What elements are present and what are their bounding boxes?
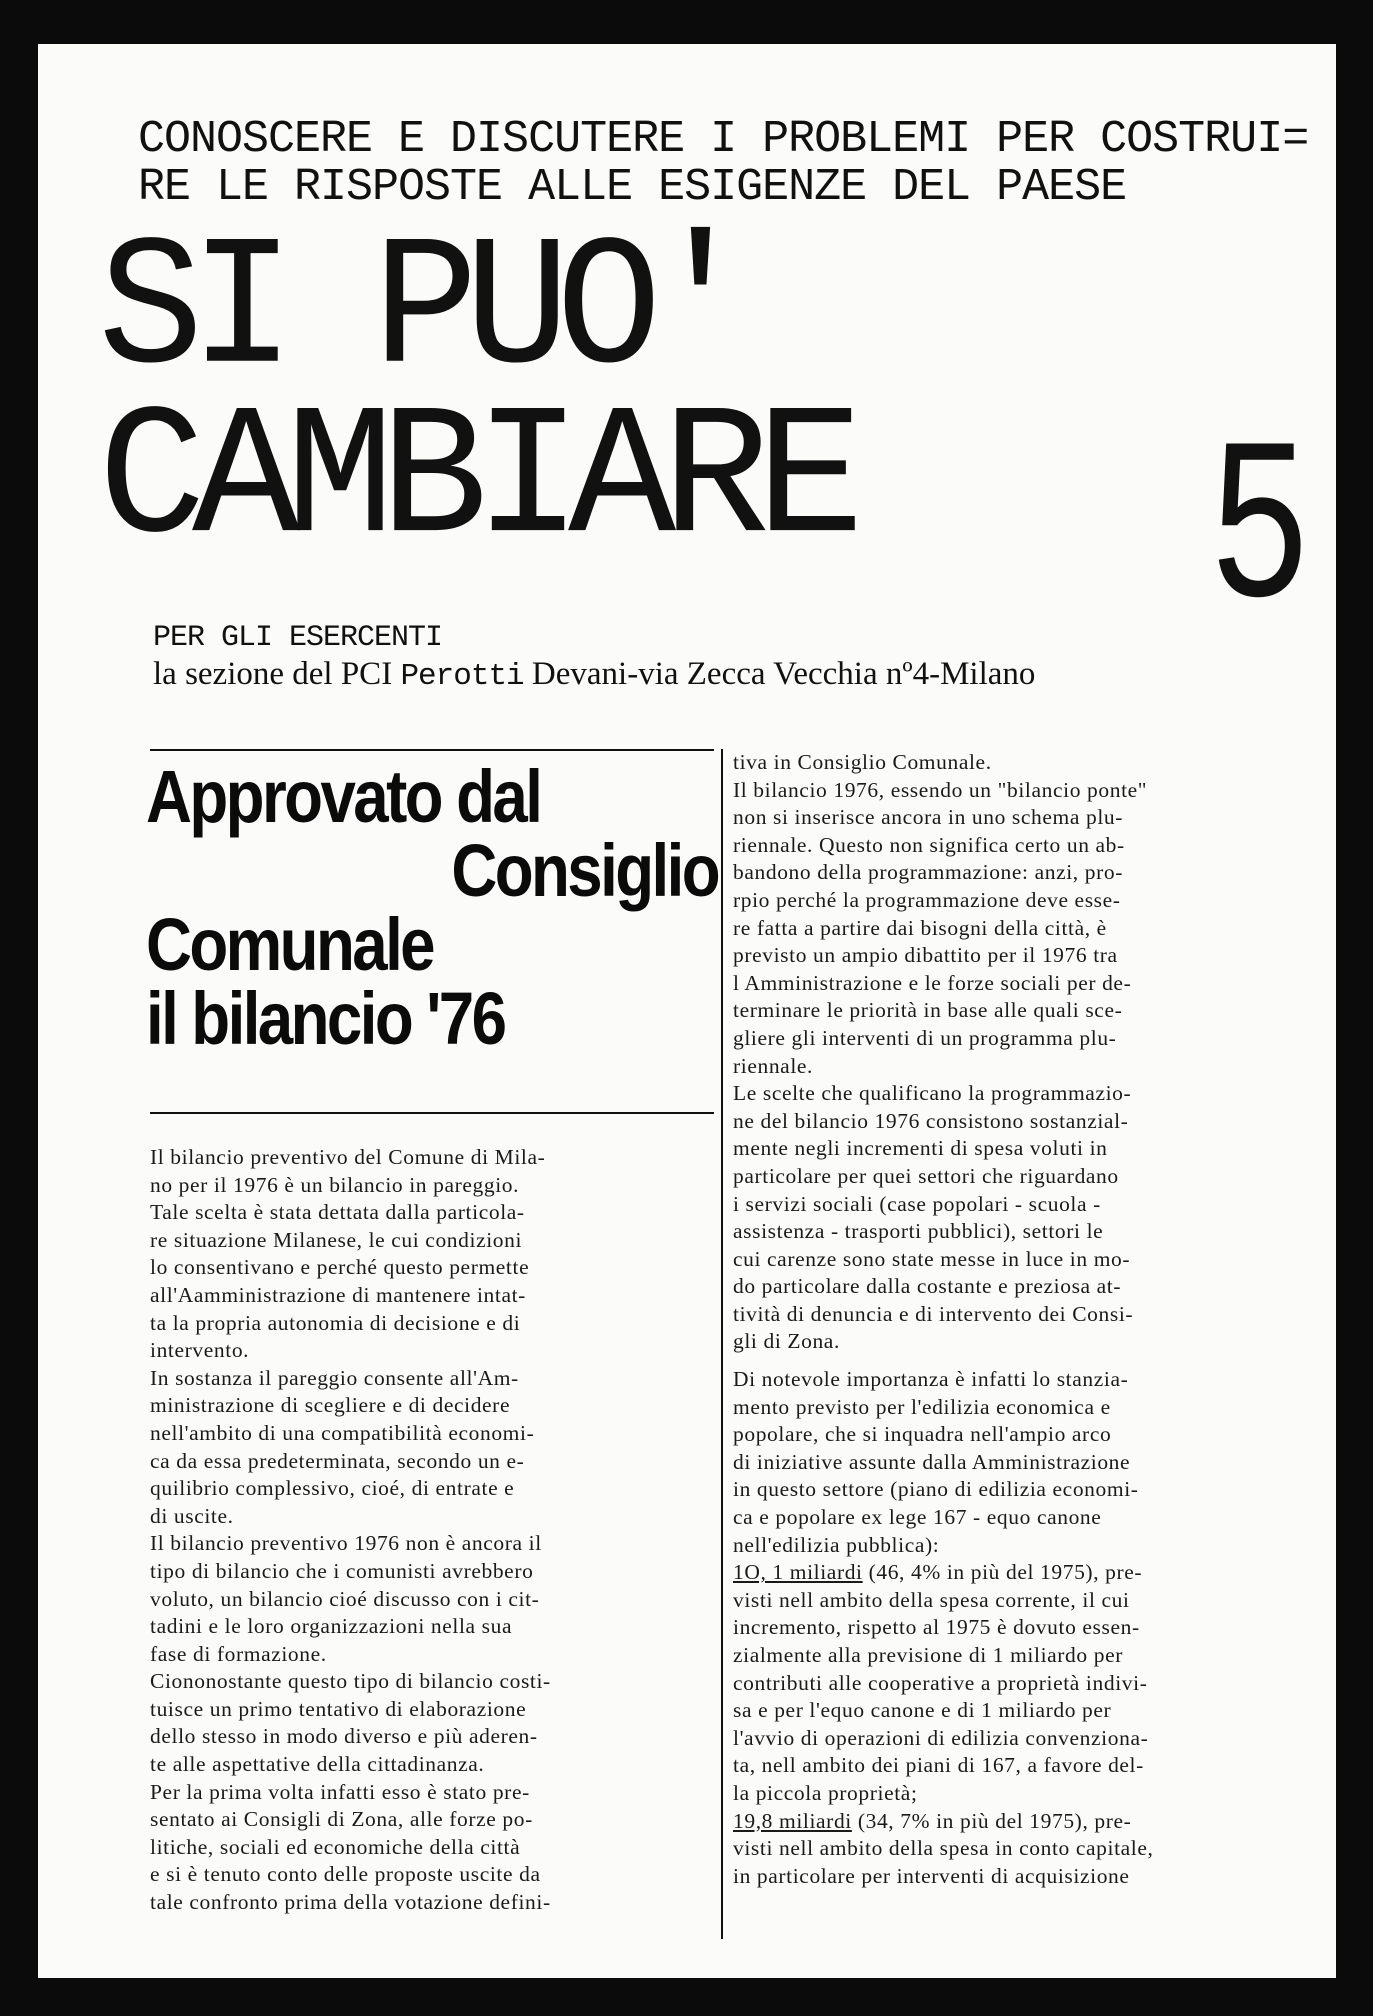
column-divider	[721, 749, 723, 1939]
amount-highlight: 19,8 miliardi	[733, 1808, 852, 1833]
header-line-2: RE LE RISPOSTE ALLE ESIGENZE DEL PAESE	[138, 162, 1127, 213]
text-line: zialmente alla previsione di 1 miliardo per	[733, 1643, 1123, 1667]
masthead-title-line-1: SI PUO'	[98, 206, 740, 417]
article-column-left	[150, 1144, 710, 1917]
text-line: quilibrio complessivo, cioé, di entrate e	[150, 1476, 515, 1501]
newsletter-page	[38, 44, 1336, 1978]
text-line: tività di denuncia e di intervento dei Consi-	[733, 1301, 1134, 1326]
text-line: bandono della programmazione: anzi, pro-	[733, 860, 1123, 885]
headline-line: il bilancio '76	[146, 977, 505, 1060]
text-line: no per il 1976 è un bilancio in pareggio.	[150, 1172, 520, 1197]
text-line: particolare per quei settori che riguardano	[733, 1163, 1119, 1188]
headline-bottom-rule	[150, 1112, 714, 1114]
text-line: previsto un ampio dibattito per il 1976 tra	[733, 943, 1118, 968]
text-line: rpio perché la programmazione deve esse-	[733, 887, 1121, 912]
text-line: do particolare dalla costante e preziosa at-	[733, 1274, 1122, 1299]
header-line-1: CONOSCERE E DISCUTERE I PROBLEMI PER COSTRUI=	[138, 114, 1309, 165]
publisher-name: Perotti	[400, 659, 524, 694]
text-line: non si inserisce ancora in uno schema plu-	[733, 805, 1123, 830]
text-line: re fatta a partire dai bisogni della città, è	[733, 915, 1107, 940]
text-line: mente negli incrementi di spesa voluti in	[733, 1136, 1108, 1161]
text-line: tadini e le loro organizzazioni nella sua	[150, 1614, 513, 1639]
text-line: assistenza - trasporti pubblici), settori le	[733, 1219, 1104, 1244]
text-line: in particolare per interventi di acquisizione	[733, 1863, 1130, 1888]
text-line: Il bilancio preventivo del Comune di Mila-	[150, 1145, 546, 1169]
headline-line: Approvato dal	[146, 755, 541, 838]
text-line: tuisce un primo tentativo di elaborazione	[150, 1696, 527, 1721]
right-column-block	[733, 1366, 1295, 1559]
text-line: Tale scelta è stata dettata dalla particola-	[150, 1200, 525, 1225]
text-line: sa e per l'equo canone e di 1 miliardo per	[733, 1698, 1112, 1723]
text-line: fase di formazione.	[150, 1641, 327, 1666]
headline-line: Consiglio	[451, 829, 718, 912]
text-line: ta la propria autonomia di decisione e di	[150, 1310, 521, 1335]
right-column-block	[733, 749, 1295, 1356]
text-line: mento previsto per l'edilizia economica e	[733, 1394, 1111, 1419]
amount-text: (34, 7% in più del 1975), pre-	[851, 1808, 1132, 1833]
amount-highlight: 1O, 1 miliardi	[733, 1560, 863, 1585]
headline-top-rule	[150, 749, 714, 751]
text-line: ministrazione di scegliere e di decidere	[150, 1393, 511, 1418]
text-line: in questo settore (piano di edilizia economi-	[733, 1477, 1139, 1502]
text-line: ca e popolare ex lege 167 - equo canone	[733, 1505, 1102, 1530]
text-line: tiva in Consiglio Comunale.	[733, 750, 992, 774]
article-column-right	[733, 749, 1295, 1890]
right-column-block	[733, 1587, 1295, 1808]
text-line: gli di Zona.	[733, 1329, 840, 1354]
text-line: gliere gli interventi di un programma plu-	[733, 1025, 1117, 1050]
text-line: visti nell ambito della spesa corrente, il cui	[733, 1587, 1130, 1612]
text-line: intervento.	[150, 1338, 250, 1363]
text-line: l Amministrazione e le forze sociali per de-	[733, 970, 1132, 995]
text-line: la piccola proprietà;	[733, 1780, 918, 1805]
text-line: Il bilancio preventivo 1976 non è ancora il	[150, 1531, 542, 1556]
text-line: In sostanza il pareggio consente all'Am-	[150, 1365, 519, 1390]
text-line: te alle aspettative della cittadinanza.	[150, 1752, 485, 1777]
text-line: Il bilancio 1976, essendo un "bilancio ponte"	[733, 777, 1148, 802]
text-line: sentato ai Consigli di Zona, alle forze po-	[150, 1807, 533, 1832]
text-line: visti nell ambito della spesa in conto capitale,	[733, 1836, 1154, 1861]
masthead-subtitle: PER GLI ESERCENTI	[153, 621, 443, 655]
text-line: ta, nell ambito dei piani di 167, a favore del-	[733, 1753, 1144, 1778]
text-line: voluto, un bilancio cioé discusso con i cit-	[150, 1586, 540, 1611]
text-line: Per la prima volta infatti esso è stato pre-	[150, 1779, 530, 1804]
publisher-address: Devani-via Zecca Vecchia nº4-Milano	[531, 656, 1036, 692]
text-line: ca da essa predeterminata, secondo un e-	[150, 1448, 525, 1473]
text-line: Le scelte che qualificano la programmazio-	[733, 1081, 1132, 1106]
text-line: l'avvio di operazioni di edilizia convenziona-	[733, 1725, 1149, 1750]
right-column-block	[733, 1835, 1295, 1890]
text-line: e si è tenuto conto delle proposte uscite da	[150, 1862, 541, 1887]
amount-text: (46, 4% in più del 1975), pre-	[862, 1560, 1143, 1585]
masthead-publisher	[153, 656, 1035, 694]
text-line: di iniziative assunte dalla Amministrazione	[733, 1449, 1131, 1474]
text-line: i servizi sociali (case popolari - scuola -	[733, 1191, 1101, 1216]
text-line: Di notevole importanza è infatti lo stanzia-	[733, 1367, 1129, 1392]
text-line: lo consentivano e perché questo permette	[150, 1255, 530, 1280]
text-line: all'Aamministrazione di mantenere intat-	[150, 1282, 526, 1307]
text-line: nell'ambito di una compatibilità economi-	[150, 1420, 535, 1445]
text-line: popolare, che si inquadra nell'ampio arco	[733, 1422, 1112, 1447]
text-line: nell'edilizia pubblica):	[733, 1532, 940, 1557]
text-line: incremento, rispetto al 1975 è dovuto essen-	[733, 1615, 1140, 1640]
text-line: dello stesso in modo diverso e più aderen-	[150, 1724, 538, 1749]
masthead-title-line-2: CAMBIARE	[98, 376, 851, 587]
amount-line	[733, 1808, 1295, 1836]
headline-line: Comunale	[146, 903, 433, 986]
text-line: Ciononostante questo tipo di bilancio costi-	[150, 1669, 551, 1694]
article-headline	[146, 755, 718, 1060]
text-line: riennale. Questo non significa certo un ab-	[733, 832, 1125, 857]
text-line: tale confronto prima della votazione defini-	[150, 1890, 551, 1915]
issue-number: 5	[1208, 405, 1312, 665]
text-line: terminare le priorità in base alle quali sce-	[733, 998, 1123, 1023]
text-line: contributi alle cooperative a proprietà indivi-	[733, 1670, 1148, 1695]
text-line: ne del bilancio 1976 consistono sostanzial-	[733, 1108, 1129, 1133]
text-line: litiche, sociali ed economiche della città	[150, 1834, 521, 1859]
text-line: tipo di bilancio che i comunisti avrebbero	[150, 1558, 534, 1583]
text-line: cui carenze sono state messe in luce in mo-	[733, 1246, 1131, 1271]
text-line: di uscite.	[150, 1503, 234, 1528]
amount-line	[733, 1559, 1295, 1587]
text-line: riennale.	[733, 1053, 814, 1078]
publisher-section: la sezione del PCI	[153, 656, 393, 692]
text-line: re situazione Milanese, le cui condizioni	[150, 1227, 523, 1252]
